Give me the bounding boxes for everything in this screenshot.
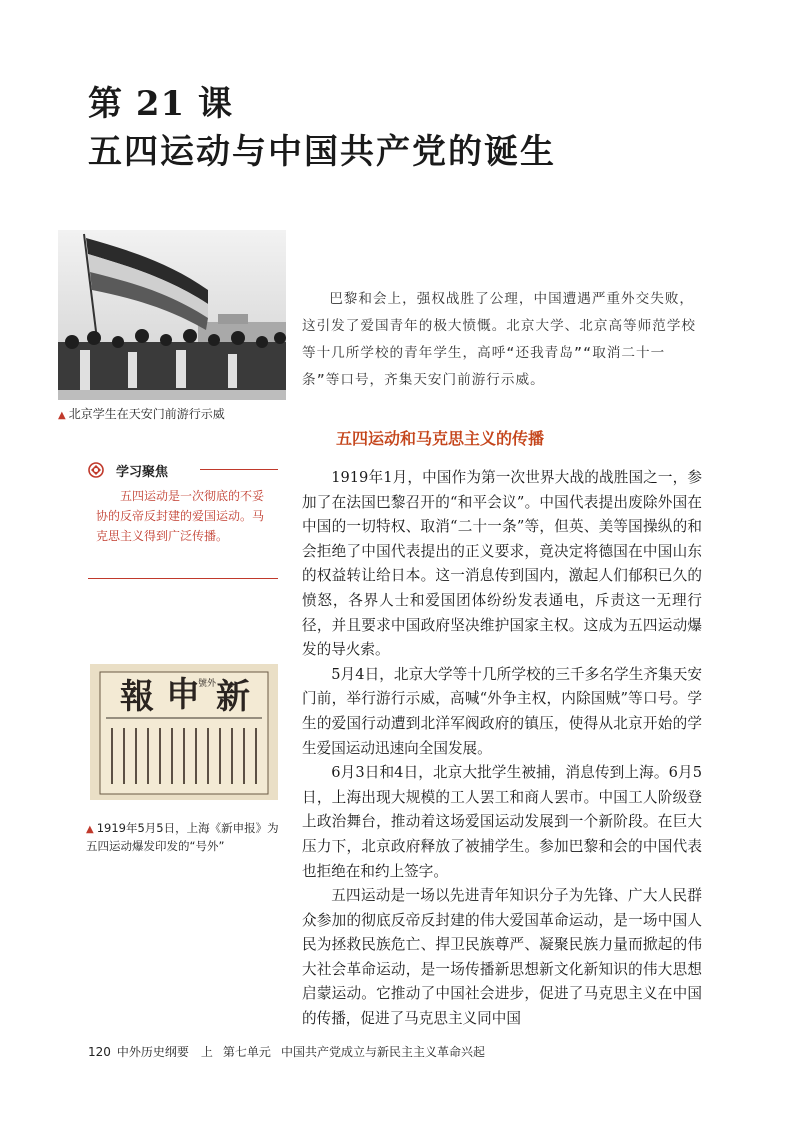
- photo-caption-text: 北京学生在天安门前游行示威: [68, 407, 225, 421]
- photo-caption: [58, 405, 225, 422]
- intro-paragraph: 巴黎和会上，强权战胜了公理，中国遭遇严重外交失败，这引发了爱国青年的极大愤慨。北京大学、北京高等师范学校等十几所学校的青年学生，高呼“还我青岛”“取消二十一条”等口号，齐集天安门前游行示威。: [302, 291, 697, 388]
- focus-text: 五四运动是一次彻底的不妥协的反帝反封建的爱国运动。马克思主义得到广泛传播。: [96, 489, 265, 543]
- focus-end-divider: [88, 578, 278, 579]
- svg-text:新: 新: [216, 677, 250, 717]
- newspaper-masthead: [120, 675, 250, 717]
- svg-text:號外: 號外: [198, 679, 217, 689]
- book-title: 中外历史纲要 上: [116, 1045, 213, 1059]
- body-paragraph: 5月4日，北京大学等十几所学校的三千多名学生齐集天安门前，举行游行示威，高喊“外争主权，内除国贼”等口号。学生的爱国行动遭到北洋军阀政府的镇压，使得从北京开始的学生爱国运动迅速向全国发展。: [302, 665, 702, 757]
- protest-photo: [58, 230, 286, 400]
- protest-photo-graphic: [58, 230, 286, 400]
- newspaper-caption: [86, 820, 286, 855]
- newspaper-graphic: [90, 664, 278, 800]
- newspaper-caption-text: 1919年5月5日，上海《新申报》为五四运动爆发印发的“号外”: [86, 821, 279, 853]
- body-paragraph: 五四运动是一场以先进青年知识分子为先锋、广大人民群众参加的彻底反帝反封建的伟大爱国革命运动，是一场中国人民为拯救民族危亡、捍卫民族尊严、凝聚民族力量而掀起的伟大社会革命运动，是一场传播新思想新文化新知识的伟大思想启蒙运动。它推动了中国社会进步，促进了马克思主义在中国的传播，促进了马克思主义同中国: [302, 887, 702, 1028]
- body-paragraph: 1919年1月，中国作为第一次世界大战的战胜国之一，参加了在法国巴黎召开的“和平会议”。中国代表提出废除外国在中国的一切特权、取消“二十一条”等，但英、美等国操纵的和会拒绝了中国代表提出的正义要求，竟决定将德国在中国山东的权益转让给日本。这一消息传到国内，激起人们郁积已久的愤怒，各界人士和爱国团体纷纷发表通电，斥责这一无理行径，并且要求中国政府坚决维护国家主权。这成为五四运动爆发的导火索。: [302, 469, 702, 659]
- focus-target-icon: [88, 462, 104, 478]
- section-heading: 五四运动和马克思主义的传播: [336, 429, 545, 448]
- page-number: 120: [88, 1045, 111, 1059]
- focus-divider: [200, 469, 278, 470]
- caption-triangle-icon: ▲: [86, 824, 94, 835]
- svg-text:申: 申: [166, 675, 200, 715]
- newspaper-photo: [90, 664, 278, 800]
- unit-label: 第七单元: [222, 1045, 271, 1059]
- lesson-title: 五四运动与中国共产党的诞生: [88, 132, 556, 172]
- lesson-number: 第 21 课: [88, 84, 233, 124]
- svg-text:報: 報: [120, 677, 154, 717]
- caption-triangle-icon: ▲: [58, 410, 66, 421]
- focus-label: 学习聚焦: [116, 465, 169, 480]
- page-footer: [88, 1043, 485, 1060]
- body-paragraph: 6月3日和4日，北京大批学生被捕，消息传到上海。6月5日，上海出现大规模的工人罢工和商人罢市。中国工人阶级登上政治舞台，推动着这场爱国运动发展到一个新阶段。在巨大压力下，北京政府释放了被捕学生。参加巴黎和会的中国代表也拒绝在和约上签字。: [302, 764, 702, 880]
- main-body: [302, 466, 702, 1032]
- unit-title: 中国共产党成立与新民主主义革命兴起: [280, 1045, 485, 1059]
